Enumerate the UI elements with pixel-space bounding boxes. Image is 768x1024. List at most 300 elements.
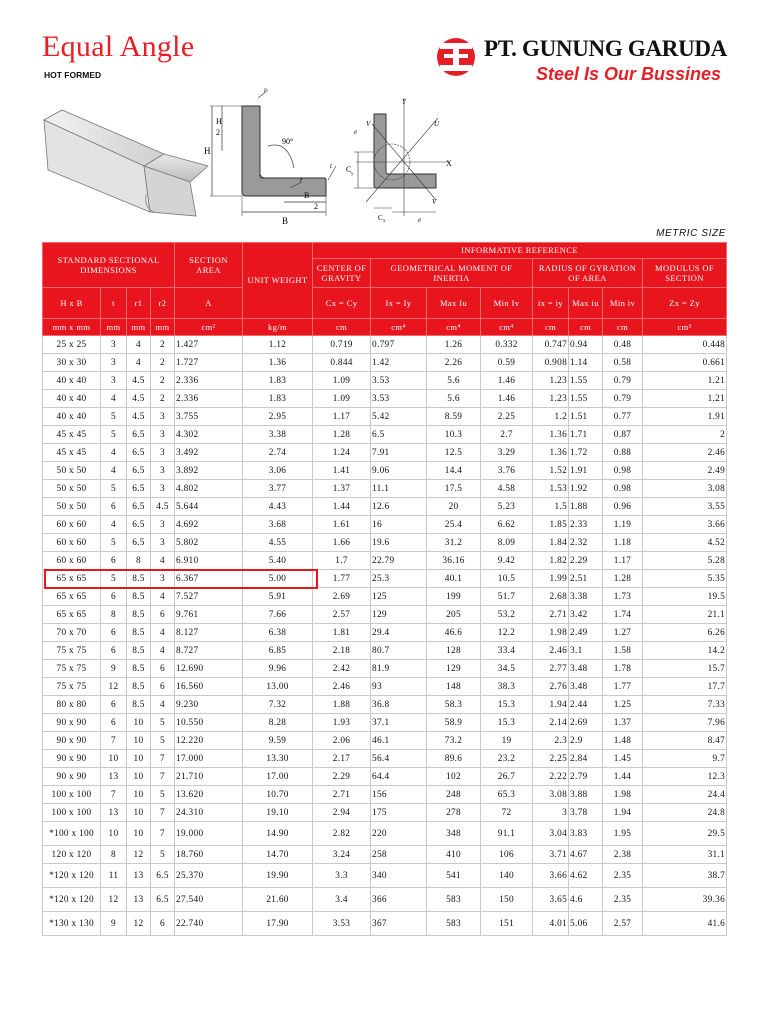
table-cell: 2 <box>151 372 175 390</box>
table-cell: 5.6 <box>427 372 481 390</box>
table-cell: 6.62 <box>481 516 533 534</box>
table-cell: 9 <box>101 912 127 936</box>
table-cell: 2.35 <box>603 864 643 888</box>
table-cell: 1.28 <box>313 426 371 444</box>
table-cell: 1.72 <box>569 444 603 462</box>
table-cell: 10 <box>127 786 151 804</box>
table-cell: 3.08 <box>533 786 569 804</box>
table-cell: 2.29 <box>569 552 603 570</box>
table-cell: 25.4 <box>427 516 481 534</box>
table-cell: 7.527 <box>175 588 243 606</box>
table-cell: 41.6 <box>643 912 727 936</box>
table-cell: 2.95 <box>243 408 313 426</box>
table-cell: 50 x 50 <box>43 480 101 498</box>
table-cell: 5 <box>101 480 127 498</box>
table-cell: 100 x 100 <box>43 804 101 822</box>
table-cell: 80 x 80 <box>43 696 101 714</box>
table-cell: 1.93 <box>313 714 371 732</box>
table-cell: 6 <box>101 624 127 642</box>
table-cell: 29.4 <box>371 624 427 642</box>
table-row <box>43 336 727 354</box>
table-cell: 1.44 <box>603 768 643 786</box>
table-cell: 1.53 <box>533 480 569 498</box>
table-cell: 151 <box>481 912 533 936</box>
table-cell: 1.36 <box>533 444 569 462</box>
table-cell: 58.9 <box>427 714 481 732</box>
table-cell: 5.28 <box>643 552 727 570</box>
label-b2-num: B <box>304 191 310 200</box>
table-cell: 12 <box>127 846 151 864</box>
table-cell: 7.32 <box>243 696 313 714</box>
table-cell: 3.48 <box>569 660 603 678</box>
table-cell: 6.5 <box>127 480 151 498</box>
table-cell: 3.38 <box>243 426 313 444</box>
table-cell: 1.5 <box>533 498 569 516</box>
table-cell: 3 <box>533 804 569 822</box>
table-cell: 4.43 <box>243 498 313 516</box>
table-cell: 1.44 <box>313 498 371 516</box>
table-cell: 10.70 <box>243 786 313 804</box>
table-cell: 3 <box>151 480 175 498</box>
table-cell: 0.719 <box>313 336 371 354</box>
table-row <box>43 372 727 390</box>
table-cell: 13 <box>127 864 151 888</box>
table-cell: 1.37 <box>603 714 643 732</box>
table-cell: 6 <box>101 696 127 714</box>
equal-angle-spec-table <box>42 242 727 936</box>
table-cell: 65 x 65 <box>43 606 101 624</box>
unit-cell: cm⁴ <box>427 319 481 336</box>
table-cell: 4 <box>101 516 127 534</box>
table-cell: 9.06 <box>371 462 427 480</box>
table-cell: 1.84 <box>533 534 569 552</box>
table-cell: 5 <box>101 426 127 444</box>
table-cell: 106 <box>481 846 533 864</box>
table-cell: 10 <box>101 750 127 768</box>
table-cell: 38.7 <box>643 864 727 888</box>
table-cell: 0.797 <box>371 336 427 354</box>
symbol-zx-zy: Zx = Zy <box>643 288 727 319</box>
table-row <box>43 864 727 888</box>
table-cell: 1.77 <box>603 678 643 696</box>
table-cell: 16.560 <box>175 678 243 696</box>
table-row <box>43 786 727 804</box>
table-cell: 14.2 <box>643 642 727 660</box>
table-cell: 1.88 <box>313 696 371 714</box>
table-cell: 340 <box>371 864 427 888</box>
table-cell: 45 x 45 <box>43 444 101 462</box>
table-cell: 90 x 90 <box>43 750 101 768</box>
table-cell: 3 <box>101 354 127 372</box>
label-h2-num: H <box>216 117 222 126</box>
table-cell: 4.5 <box>127 390 151 408</box>
table-cell: 64.4 <box>371 768 427 786</box>
table-cell: 10 <box>127 822 151 846</box>
table-cell: 1.91 <box>569 462 603 480</box>
table-cell: 583 <box>427 912 481 936</box>
table-cell: 3.65 <box>533 888 569 912</box>
table-cell: 3.68 <box>243 516 313 534</box>
table-cell: 129 <box>371 606 427 624</box>
table-cell: 0.448 <box>643 336 727 354</box>
table-cell: 2.38 <box>603 846 643 864</box>
table-cell: 4.01 <box>533 912 569 936</box>
table-cell: 1.77 <box>313 570 371 588</box>
table-cell: 2.32 <box>569 534 603 552</box>
label-ey: e <box>418 216 422 224</box>
table-cell: 8 <box>101 606 127 624</box>
table-cell: 26.7 <box>481 768 533 786</box>
unit-cell: kg/m <box>243 319 313 336</box>
table-cell: 3 <box>151 570 175 588</box>
table-cell: 13 <box>101 768 127 786</box>
table-cell: 10.3 <box>427 426 481 444</box>
table-cell: 7.91 <box>371 444 427 462</box>
table-cell: 6.5 <box>127 498 151 516</box>
table-cell: 25 x 25 <box>43 336 101 354</box>
table-cell: 199 <box>427 588 481 606</box>
table-cell: 1.19 <box>603 516 643 534</box>
table-cell: 248 <box>427 786 481 804</box>
table-cell: 13.620 <box>175 786 243 804</box>
table-cell: 10 <box>101 822 127 846</box>
table-cell: 50 x 50 <box>43 498 101 516</box>
table-cell: 11 <box>101 864 127 888</box>
table-cell: 65 x 65 <box>43 570 101 588</box>
symbol-r1: r1 <box>127 288 151 319</box>
table-cell: 0.59 <box>481 354 533 372</box>
table-cell: 258 <box>371 846 427 864</box>
table-row <box>43 678 727 696</box>
table-cell: 6 <box>101 642 127 660</box>
label-h2-den: 2 <box>216 128 220 137</box>
table-cell: 148 <box>427 678 481 696</box>
table-cell: 31.2 <box>427 534 481 552</box>
table-cell: 4.58 <box>481 480 533 498</box>
table-cell: 1.12 <box>243 336 313 354</box>
table-cell: 2.71 <box>313 786 371 804</box>
symbol-cx-cy: Cx = Cy <box>313 288 371 319</box>
table-row <box>43 552 727 570</box>
table-cell: 4.6 <box>569 888 603 912</box>
table-cell: 24.310 <box>175 804 243 822</box>
table-cell: 81.9 <box>371 660 427 678</box>
unit-cell: cm <box>313 319 371 336</box>
table-cell: 150 <box>481 888 533 912</box>
table-cell: 0.332 <box>481 336 533 354</box>
table-cell: 3.3 <box>313 864 371 888</box>
table-cell: 6.367 <box>175 570 243 588</box>
table-cell: 22.79 <box>371 552 427 570</box>
table-cell: 12.690 <box>175 660 243 678</box>
table-cell: 1.23 <box>533 372 569 390</box>
label-v-bottom: V <box>432 198 437 206</box>
table-cell: *130 x 130 <box>43 912 101 936</box>
page-title: Equal Angle <box>42 30 195 63</box>
label-cx-sub: x <box>383 219 386 224</box>
table-cell: 4 <box>151 552 175 570</box>
table-cell: 0.94 <box>569 336 603 354</box>
table-cell: 4.692 <box>175 516 243 534</box>
table-row <box>43 714 727 732</box>
symbol-r2: r2 <box>151 288 175 319</box>
table-cell: 90 x 90 <box>43 732 101 750</box>
table-cell: 25.370 <box>175 864 243 888</box>
table-cell: 13 <box>127 888 151 912</box>
table-cell: 2.9 <box>569 732 603 750</box>
table-cell: 6 <box>151 678 175 696</box>
symbol-ix-iy-radius: ix = iy <box>533 288 569 319</box>
symbol-hxb: H x B <box>43 288 101 319</box>
table-cell: 29.5 <box>643 822 727 846</box>
table-cell: *120 x 120 <box>43 888 101 912</box>
table-cell: 3.76 <box>481 462 533 480</box>
company-name: PT. GUNUNG GARUDA <box>484 36 727 61</box>
table-cell: 8.09 <box>481 534 533 552</box>
table-cell: 90 x 90 <box>43 714 101 732</box>
table-cell: 6.38 <box>243 624 313 642</box>
label-u: U <box>434 120 440 128</box>
table-cell: 19.10 <box>243 804 313 822</box>
table-cell: 2.22 <box>533 768 569 786</box>
table-cell: 6 <box>101 588 127 606</box>
table-cell: 25.3 <box>371 570 427 588</box>
table-cell: 6.5 <box>127 462 151 480</box>
table-cell: 0.98 <box>603 480 643 498</box>
table-cell: 2.336 <box>175 372 243 390</box>
table-cell: 20 <box>427 498 481 516</box>
table-cell: 156 <box>371 786 427 804</box>
table-cell: 13 <box>101 804 127 822</box>
table-cell: 60 x 60 <box>43 552 101 570</box>
table-cell: 19.6 <box>371 534 427 552</box>
table-cell: 3.755 <box>175 408 243 426</box>
table-cell: 5.802 <box>175 534 243 552</box>
table-cell: 1.81 <box>313 624 371 642</box>
table-cell: 1.71 <box>569 426 603 444</box>
table-cell: 2.25 <box>481 408 533 426</box>
table-cell: 37.1 <box>371 714 427 732</box>
table-cell: 1.24 <box>313 444 371 462</box>
table-cell: 6.5 <box>127 444 151 462</box>
table-cell: 60 x 60 <box>43 534 101 552</box>
header-center-of-gravity: CENTER OF GRAVITY <box>313 259 371 288</box>
table-cell: 9.761 <box>175 606 243 624</box>
table-cell: 3 <box>151 462 175 480</box>
table-cell: 5 <box>151 786 175 804</box>
page-subtitle: HOT FORMED <box>44 70 102 80</box>
table-cell: 8.5 <box>127 660 151 678</box>
table-cell: 56.4 <box>371 750 427 768</box>
table-cell: 1.88 <box>569 498 603 516</box>
header-unit-weight: UNIT WEIGHT <box>243 243 313 319</box>
table-cell: 2.49 <box>643 462 727 480</box>
table-cell: 100 x 100 <box>43 786 101 804</box>
table-row <box>43 912 727 936</box>
label-ex: e <box>354 128 358 136</box>
table-cell: 31.1 <box>643 846 727 864</box>
table-cell: 17.5 <box>427 480 481 498</box>
angle-3d-illustration <box>40 108 212 224</box>
table-row <box>43 624 727 642</box>
table-cell: 1.09 <box>313 390 371 408</box>
table-cell: 1.55 <box>569 372 603 390</box>
table-row <box>43 768 727 786</box>
table-cell: 1.74 <box>603 606 643 624</box>
table-row <box>43 822 727 846</box>
table-cell: 2.3 <box>533 732 569 750</box>
table-cell: 4.5 <box>151 498 175 516</box>
table-cell: 89.6 <box>427 750 481 768</box>
table-row <box>43 804 727 822</box>
table-cell: 410 <box>427 846 481 864</box>
company-slogan: Steel Is Our Bussines <box>536 64 722 84</box>
table-cell: 2.77 <box>533 660 569 678</box>
table-cell: 12.3 <box>643 768 727 786</box>
table-cell: 5.35 <box>643 570 727 588</box>
table-row <box>43 534 727 552</box>
table-cell: 5.644 <box>175 498 243 516</box>
table-cell: 1.45 <box>603 750 643 768</box>
table-cell: 7.96 <box>643 714 727 732</box>
symbol-max-iu-radius: Max iu <box>569 288 603 319</box>
table-cell: 3.492 <box>175 444 243 462</box>
table-cell: 2.84 <box>569 750 603 768</box>
table-cell: 1.09 <box>313 372 371 390</box>
table-cell: 6.910 <box>175 552 243 570</box>
table-cell: 6.5 <box>127 534 151 552</box>
table-cell: 3.53 <box>371 372 427 390</box>
unit-cell: cm³ <box>643 319 727 336</box>
table-cell: 19 <box>481 732 533 750</box>
units-row <box>43 319 727 336</box>
table-cell: 9 <box>101 660 127 678</box>
table-cell: 19.90 <box>243 864 313 888</box>
table-cell: 348 <box>427 822 481 846</box>
table-cell: 9.7 <box>643 750 727 768</box>
table-cell: 4 <box>101 390 127 408</box>
table-cell: *100 x 100 <box>43 822 101 846</box>
table-cell: 4.55 <box>243 534 313 552</box>
unit-cell: mm x mm <box>43 319 101 336</box>
table-cell: 2.44 <box>569 696 603 714</box>
table-cell: 0.96 <box>603 498 643 516</box>
table-cell: 2.46 <box>533 642 569 660</box>
table-cell: 2.14 <box>533 714 569 732</box>
table-cell: 1.94 <box>533 696 569 714</box>
unit-cell: cm <box>533 319 569 336</box>
table-cell: 2.79 <box>569 768 603 786</box>
table-cell: 2.69 <box>569 714 603 732</box>
table-cell: 3.53 <box>371 390 427 408</box>
table-cell: 9.42 <box>481 552 533 570</box>
table-cell: 45 x 45 <box>43 426 101 444</box>
table-cell: 1.73 <box>603 588 643 606</box>
table-cell: 2.336 <box>175 390 243 408</box>
table-cell: 17.7 <box>643 678 727 696</box>
table-cell: 5 <box>101 408 127 426</box>
table-cell: 4.802 <box>175 480 243 498</box>
label-b: B <box>282 216 289 226</box>
table-cell: 46.1 <box>371 732 427 750</box>
table-cell: 27.540 <box>175 888 243 912</box>
axis-diagram <box>346 96 458 226</box>
dimension-diagram <box>198 84 348 230</box>
table-cell: 93 <box>371 678 427 696</box>
table-cell: 102 <box>427 768 481 786</box>
table-cell: 17.00 <box>243 768 313 786</box>
table-cell: 3.04 <box>533 822 569 846</box>
table-cell: 16 <box>371 516 427 534</box>
table-row <box>43 660 727 678</box>
table-cell: 128 <box>427 642 481 660</box>
table-cell: 14.4 <box>427 462 481 480</box>
table-cell: 10 <box>127 750 151 768</box>
table-cell: 0.908 <box>533 354 569 372</box>
table-cell: 0.747 <box>533 336 569 354</box>
table-cell: 13.00 <box>243 678 313 696</box>
table-cell: 1.37 <box>313 480 371 498</box>
table-cell: 10.5 <box>481 570 533 588</box>
table-cell: 0.661 <box>643 354 727 372</box>
table-cell: 6 <box>101 498 127 516</box>
table-row <box>43 642 727 660</box>
table-cell: 18.760 <box>175 846 243 864</box>
table-cell: 10 <box>127 732 151 750</box>
table-cell: 5 <box>101 534 127 552</box>
table-cell: 33.4 <box>481 642 533 660</box>
table-cell: 12 <box>101 888 127 912</box>
table-cell: 8.5 <box>127 624 151 642</box>
table-cell: 2.74 <box>243 444 313 462</box>
table-cell: 3.892 <box>175 462 243 480</box>
table-row <box>43 846 727 864</box>
table-cell: 21.60 <box>243 888 313 912</box>
table-cell: 120 x 120 <box>43 846 101 864</box>
table-cell: 2.7 <box>481 426 533 444</box>
table-cell: 4.52 <box>643 534 727 552</box>
table-cell: 1.14 <box>569 354 603 372</box>
header-section-area: SECTION AREA <box>175 243 243 288</box>
table-row <box>43 516 727 534</box>
table-cell: 10 <box>127 768 151 786</box>
table-cell: 5.23 <box>481 498 533 516</box>
table-cell: 2 <box>151 390 175 408</box>
table-cell: 6.85 <box>243 642 313 660</box>
table-cell: 5.42 <box>371 408 427 426</box>
table-row <box>43 570 727 588</box>
table-cell: 1.427 <box>175 336 243 354</box>
table-row <box>43 426 727 444</box>
table-cell: 205 <box>427 606 481 624</box>
table-cell: 1.2 <box>533 408 569 426</box>
table-cell: 1.21 <box>643 372 727 390</box>
table-cell: 220 <box>371 822 427 846</box>
table-row <box>43 732 727 750</box>
table-cell: 72 <box>481 804 533 822</box>
table-cell: 7 <box>101 786 127 804</box>
table-cell: 7 <box>151 750 175 768</box>
table-cell: 3 <box>151 426 175 444</box>
table-cell: 1.83 <box>243 390 313 408</box>
table-cell: 1.92 <box>569 480 603 498</box>
table-cell: 7 <box>151 804 175 822</box>
header-moment-of-inertia: GEOMETRICAL MOMENT OF INERTIA <box>371 259 533 288</box>
table-cell: 38.3 <box>481 678 533 696</box>
label-cy-sub: y <box>351 172 354 177</box>
table-cell: 4 <box>151 624 175 642</box>
symbol-min-iv: Min Iv <box>481 288 533 319</box>
